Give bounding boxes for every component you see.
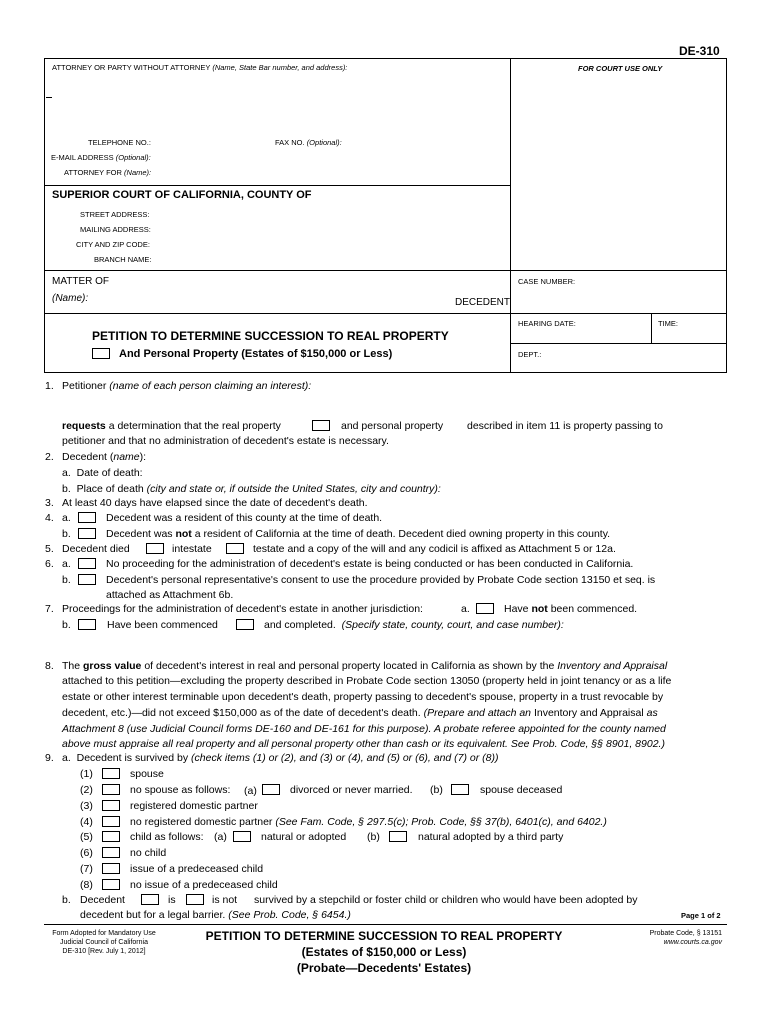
item-6b-letter: b. [62, 574, 71, 586]
child-label: child as follows: [130, 831, 204, 843]
divorced-checkbox[interactable] [262, 784, 280, 795]
personal-property-text: and personal property [341, 420, 444, 432]
spouse-deceased-checkbox[interactable] [451, 784, 469, 795]
item-6-number: 6. [45, 558, 54, 570]
item-7b-letter: b. [62, 619, 71, 631]
item-9-6-number: (6) [80, 847, 93, 859]
item-9a-label: a. Decedent is survived by (check items (1) or (2), and (3) or (4), and (5) or (6), and (7) or (8)) [62, 752, 499, 764]
city-zip-label: CITY AND ZIP CODE: [76, 240, 150, 249]
domestic-partner-checkbox[interactable] [102, 800, 120, 811]
item-9-8-number: (8) [80, 879, 93, 891]
court-matter-rule [44, 270, 727, 271]
telephone-label: TELEPHONE NO.: [88, 138, 151, 147]
issue-predeceased-checkbox[interactable] [102, 863, 120, 874]
street-address-label: STREET ADDRESS: [80, 210, 150, 219]
item-9b-letter: b. [62, 894, 71, 906]
item-4a-checkbox[interactable] [78, 512, 96, 523]
stepchild-is-not-label: is not [212, 894, 238, 906]
item-1-label: Petitioner (name of each person claiming an interest): [62, 380, 312, 392]
real-property-checkbox[interactable] [312, 420, 330, 431]
item-2a-label: a. Date of death: [62, 467, 143, 479]
no-spouse-label: no spouse as follows: [130, 784, 231, 796]
testate-checkbox[interactable] [226, 543, 244, 554]
item-9-5-number: (5) [80, 831, 93, 843]
footer-adopted: Form Adopted for Mandatory Use [52, 930, 156, 937]
item-7a-letter: a. [461, 603, 470, 615]
item-6b-text: Decedent's personal representative's consent to use the procedure provided by Probate Code section 13150 et seq. is [106, 574, 656, 586]
item-3-text: At least 40 days have elapsed since the date of decedent's death. [62, 497, 368, 509]
no-spouse-b-letter: (b) [430, 784, 443, 796]
item-2b-label: b. Place of death (city and state or, if outside the United States, city and country): [62, 483, 441, 495]
item-9-1-number: (1) [80, 768, 93, 780]
footer-rule [44, 924, 727, 925]
child-checkbox[interactable] [102, 831, 120, 842]
natural-adopted-checkbox[interactable] [233, 831, 251, 842]
footer-revision: DE-310 [Rev. July 1, 2012] [62, 948, 146, 955]
item-1-number: 1. [45, 380, 54, 392]
matter-title-rule [44, 313, 727, 314]
court-title: SUPERIOR COURT OF CALIFORNIA, COUNTY OF [52, 189, 312, 201]
header-column-rule [510, 58, 511, 372]
natural-adopted-label: natural or adopted [261, 831, 347, 843]
footer-website[interactable]: www.courts.ca.gov [663, 939, 722, 946]
item-5-label: Decedent died [62, 543, 130, 555]
item-4a-text: Decedent was a resident of this county at the time of death. [106, 512, 383, 524]
item-9b-decedent: Decedent [80, 894, 125, 906]
attorney-court-rule [44, 185, 511, 186]
item-8-number: 8. [45, 660, 54, 672]
footer-council: Judicial Council of California [60, 939, 148, 946]
item-9-3-number: (3) [80, 800, 93, 812]
divorced-label: divorced or never married. [290, 784, 413, 796]
stepchild-is-not-checkbox[interactable] [186, 894, 204, 905]
footer-subtitle-2: (Probate—Decedents' Estates) [296, 961, 472, 975]
no-administration-text: petitioner and that no administration of decedent's estate is necessary. [62, 435, 389, 447]
spouse-label: spouse [130, 768, 164, 780]
intestate-checkbox[interactable] [146, 543, 164, 554]
dept-label: DEPT.: [518, 350, 542, 359]
item-6a-letter: a. [62, 558, 71, 570]
child-b-letter: (b) [367, 831, 380, 843]
no-child-checkbox[interactable] [102, 847, 120, 858]
item-8-line-2: attached to this petition—excluding the property described in Probate Code section 13050 (property held in joint tenancy or as a life [62, 675, 672, 687]
third-party-adopted-label: natural adopted by a third party [418, 831, 564, 843]
stepchild-is-label: is [168, 894, 176, 906]
court-use-label: FOR COURT USE ONLY [578, 64, 663, 73]
header-right-rule [726, 58, 727, 372]
header-top-rule [44, 58, 727, 59]
decedent-label: DECEDENT [455, 297, 511, 308]
item-9-7-number: (7) [80, 863, 93, 875]
item-6a-checkbox[interactable] [78, 558, 96, 569]
item-4-number: 4. [45, 512, 54, 524]
stepchild-text: survived by a stepchild or foster child or children who would have been adopted by [254, 894, 638, 906]
item-7b-checkbox[interactable] [78, 619, 96, 630]
time-label: TIME: [658, 319, 678, 328]
attorney-for-label: ATTORNEY FOR (Name): [64, 168, 152, 177]
case-number-label: CASE NUMBER: [518, 277, 576, 286]
item-11-reference: described in item 11 is property passing to [467, 420, 663, 432]
matter-of-label: MATTER OF [52, 276, 110, 287]
item-9-number: 9. [45, 752, 54, 764]
header-bottom-rule [44, 372, 727, 373]
stepchild-text-2: decedent but for a legal barrier. (See Prob. Code, § 6454.) [80, 909, 351, 921]
no-spouse-checkbox[interactable] [102, 784, 120, 795]
domestic-partner-label: registered domestic partner [130, 800, 258, 812]
item-7b-text: Have been commenced [107, 619, 218, 631]
footer-title: PETITION TO DETERMINE SUCCESSION TO REAL PROPERTY [205, 929, 563, 943]
item-8-line-1: The gross value of decedent's interest in real and personal property located in California as shown by the Inventory and Appraisal [62, 660, 668, 672]
item-6b-checkbox[interactable] [78, 574, 96, 585]
item-4b-text: Decedent was not a resident of California at the time of death. Decedent died owning property in this county. [106, 528, 611, 540]
child-a-letter: (a) [214, 831, 227, 843]
item-8-line-4: decedent, etc.)—did not exceed $150,000 as of the date of decedent's death. (Prepare and attach an Inventory and Appraisal as [62, 707, 658, 719]
spouse-deceased-label: spouse deceased [480, 784, 563, 796]
mailing-address-label: MAILING ADDRESS: [80, 225, 151, 234]
branch-name-label: BRANCH NAME: [94, 255, 152, 264]
item-7b-completed-checkbox[interactable] [236, 619, 254, 630]
item-8-line-3: estate or other interest terminable upon decedent's death, property passing to decedent's spouse, property in a trust revocable by [62, 691, 664, 703]
testate-label: testate and a copy of the will and any codicil is affixed as Attachment 5 or 12a. [253, 543, 616, 555]
no-domestic-partner-checkbox[interactable] [102, 816, 120, 827]
hearing-date-label: HEARING DATE: [518, 319, 576, 328]
item-8-line-5: Attachment 8 (use Judicial Council forms DE-160 and DE-161 for this purpose). A probate referee appointed for the county named [62, 723, 666, 735]
spouse-checkbox[interactable] [102, 768, 120, 779]
email-label: E-MAIL ADDRESS (Optional): [51, 153, 151, 162]
petition-subtitle: And Personal Property (Estates of $150,000 or Less) [119, 348, 393, 360]
hearing-dept-rule [510, 343, 727, 344]
item-8-line-6: above must appraise all real property and all personal property other than cash or its equivalent. See Prob. Code, §§ 8901, 8902.) [62, 738, 665, 750]
issue-predeceased-label: issue of a predeceased child [130, 863, 264, 875]
no-spouse-a-letter: (a) [244, 785, 257, 797]
personal-property-checkbox[interactable] [92, 348, 110, 359]
third-party-adopted-checkbox[interactable] [389, 831, 407, 842]
item-4b-letter: b. [62, 528, 71, 540]
item-2-label: Decedent (name): [62, 451, 147, 463]
item-6b-text-2: attached as Attachment 6b. [106, 589, 234, 601]
item-7b-completed-text: and completed. (Specify state, county, court, and case number): [264, 619, 564, 631]
item-4b-checkbox[interactable] [78, 528, 96, 539]
no-issue-predeceased-label: no issue of a predeceased child [130, 879, 278, 891]
item-3-number: 3. [45, 497, 54, 509]
header-left-rule [44, 58, 45, 372]
stepchild-is-checkbox[interactable] [141, 894, 159, 905]
item-4a-letter: a. [62, 512, 71, 524]
time-rule [651, 313, 652, 343]
petition-title: PETITION TO DETERMINE SUCCESSION TO REAL PROPERTY [92, 329, 449, 343]
item-7a-checkbox[interactable] [476, 603, 494, 614]
no-issue-predeceased-checkbox[interactable] [102, 879, 120, 890]
form-number: DE-310 [679, 44, 720, 58]
fax-label: FAX NO. (Optional): [275, 138, 342, 147]
item-7a-text: Have not been commenced. [504, 603, 638, 615]
attorney-dash [46, 97, 52, 98]
no-domestic-partner-label: no registered domestic partner (See Fam. Code, § 297.5(c); Prob. Code, §§ 37(b), 6401(c), and 6402.) [130, 816, 607, 828]
item-6a-text: No proceeding for the administration of decedent's estate is being conducted or has been conducted in California. [106, 558, 634, 570]
intestate-label: intestate [172, 543, 212, 555]
item-5-number: 5. [45, 543, 54, 555]
footer-subtitle: (Estates of $150,000 or Less) [301, 945, 467, 959]
matter-name-label: (Name): [52, 293, 89, 304]
no-child-label: no child [130, 847, 167, 859]
item-9-2-number: (2) [80, 784, 93, 796]
requests-line: requests a determination that the real property [62, 420, 281, 432]
footer-code: Probate Code, § 13151 [649, 930, 722, 937]
page-number: Page 1 of 2 [681, 911, 721, 920]
item-7-label: Proceedings for the administration of decedent's estate in another jurisdiction: [62, 603, 423, 615]
item-7-number: 7. [45, 603, 54, 615]
item-2-number: 2. [45, 451, 54, 463]
attorney-label: ATTORNEY OR PARTY WITHOUT ATTORNEY (Name, State Bar number, and address): [52, 63, 348, 72]
item-9-4-number: (4) [80, 816, 93, 828]
